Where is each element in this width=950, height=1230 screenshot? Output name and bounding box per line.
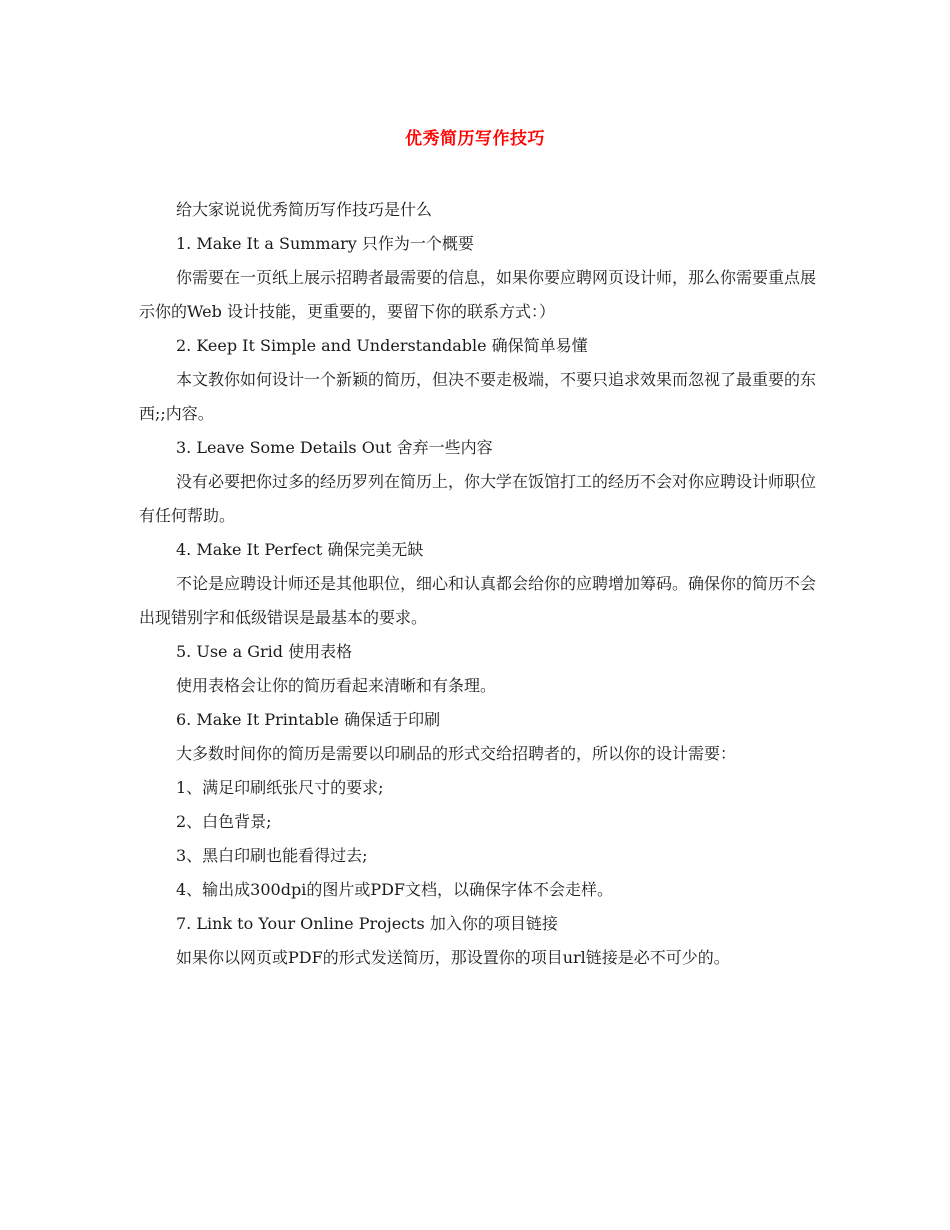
- tip-1-heading: 1. Make It a Summary 只作为一个概要: [176, 234, 474, 253]
- tip-5-heading: 5. Use a Grid 使用表格: [176, 642, 353, 661]
- tip-4-text: 不论是应聘设计师还是其他职位，细心和认真都会给你的应聘增加筹码。确保你的简历不会出现错别字和低级错误是最基本的要求。: [139, 574, 817, 627]
- tip-4-heading: 4. Make It Perfect 确保完美无缺: [176, 540, 424, 559]
- tip-1-text: 你需要在一页纸上展示招聘者最需要的信息，如果你要应聘网页设计师，那么你需要重点展示你的Web 设计技能，更重要的，要留下你的联系方式：）: [139, 268, 817, 321]
- document-title: 优秀简历写作技巧: [405, 129, 545, 149]
- tip-7-heading: 7. Link to Your Online Projects 加入你的项目链接: [176, 914, 558, 933]
- intro-paragraph: 给大家说说优秀简历写作技巧是什么: [176, 200, 433, 219]
- document-body: [139, 193, 829, 975]
- tip-6-item-4: 4、输出成300dpi的图片或PDF文档，以确保字体不会走样。: [176, 880, 614, 899]
- tip-3-text: 没有必要把你过多的经历罗列在简历上，你大学在饭馆打工的经历不会对你应聘设计师职位有任何帮助。: [139, 472, 817, 525]
- tip-6-item-3: 3、黑白印刷也能看得过去;: [176, 846, 368, 865]
- tip-6-text: 大多数时间你的简历是需要以印刷品的形式交给招聘者的，所以你的设计需要：: [176, 744, 737, 763]
- tip-3-heading: 3. Leave Some Details Out 舍弃一些内容: [176, 438, 493, 457]
- tip-5-text: 使用表格会让你的简历看起来清晰和有条理。: [176, 676, 497, 695]
- tip-2-heading: 2. Keep It Simple and Understandable 确保简单易懂: [176, 336, 588, 355]
- tip-2-text: 本文教你如何设计一个新颖的简历，但决不要走极端，不要只追求效果而忽视了最重要的东西;;内容。: [139, 370, 817, 423]
- tip-6-item-2: 2、白色背景;: [176, 812, 272, 831]
- tip-6-heading: 6. Make It Printable 确保适于印刷: [176, 710, 441, 729]
- tip-6-item-1: 1、满足印刷纸张尺寸的要求;: [176, 778, 384, 797]
- tip-7-text: 如果你以网页或PDF的形式发送简历，那设置你的项目url链接是必不可少的。: [176, 948, 730, 967]
